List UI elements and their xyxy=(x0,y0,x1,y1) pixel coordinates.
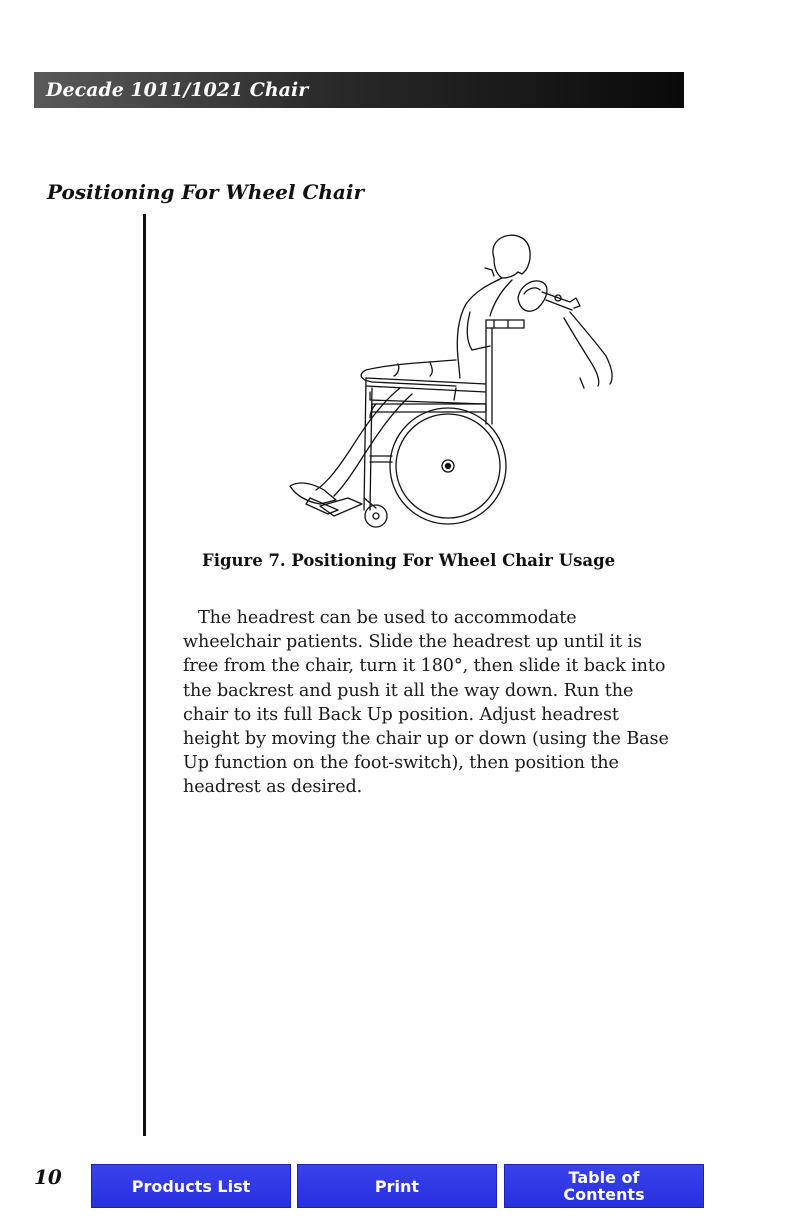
body-paragraph: The headrest can be used to accommodate wheelchair patients. Slide the headrest up until it is free from the chair, turn it 180°, then slide it back into the backrest and push it all the way down. Run the chair to its full Back Up position. Adjust headrest height by moving the chair up or down (using the Base Up function on the foot-switch), then position the headrest as desired. xyxy=(183,608,669,798)
page-number: 10 xyxy=(34,1165,62,1189)
header-bar xyxy=(34,72,684,108)
header-title: Decade 1011/1021 Chair xyxy=(46,79,309,101)
print-button[interactable]: Print xyxy=(297,1164,497,1208)
section-title: Positioning For Wheel Chair xyxy=(47,180,365,204)
products-list-button[interactable]: Products List xyxy=(91,1164,291,1208)
table-of-contents-button[interactable]: Table of Contents xyxy=(504,1164,704,1208)
margin-rule xyxy=(143,214,146,1136)
figure-caption: Figure 7. Positioning For Wheel Chair Usage xyxy=(202,551,616,570)
wheelchair-illustration xyxy=(280,228,640,540)
